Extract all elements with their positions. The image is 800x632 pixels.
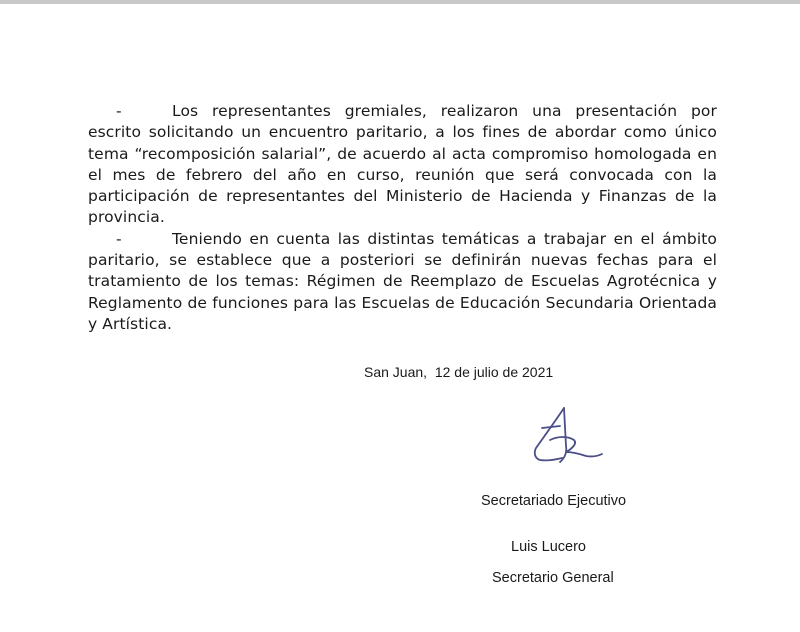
signature-stroke (542, 426, 560, 428)
paragraph-text: Los representantes gremiales, realizaron una presentación por escrito solicitando un encuentro paritario, a los fines de abordar como único tema “recomposición salarial”, de acuerdo al acta compromiso homologada en el mes de febrero del año en curso, reunión que será convocada con la participación de representantes del Ministerio de Hacienda y Finanzas de la provincia. (88, 102, 717, 227)
signature-stroke (550, 437, 602, 456)
bullet-dash: - (116, 229, 122, 248)
signature-stroke (560, 408, 566, 462)
signer-organization: Secretariado Ejecutivo (481, 493, 627, 509)
signature-stroke (535, 408, 564, 460)
paragraph-2 (88, 229, 717, 335)
top-border (0, 0, 800, 4)
place-date: San Juan, 12 de julio de 2021 (364, 364, 554, 380)
paragraph-text: Teniendo en cuenta las distintas temáticas a trabajar en el ámbito paritario, se establece que a posteriori se definirán nuevas fechas para el tratamiento de los temas: Régimen de Reemplazo de Escuelas Agrotécnica y Reglamento de funciones para las Escuelas de Educación Secundaria Orientada y Artística. (88, 229, 717, 333)
bullet-dash: - (116, 102, 122, 120)
signer-role: Secretario General (492, 570, 614, 586)
signature-image (520, 400, 610, 472)
paragraph-1 (88, 101, 717, 229)
document-body (88, 101, 717, 335)
signer-name: Luis Lucero (511, 539, 586, 555)
